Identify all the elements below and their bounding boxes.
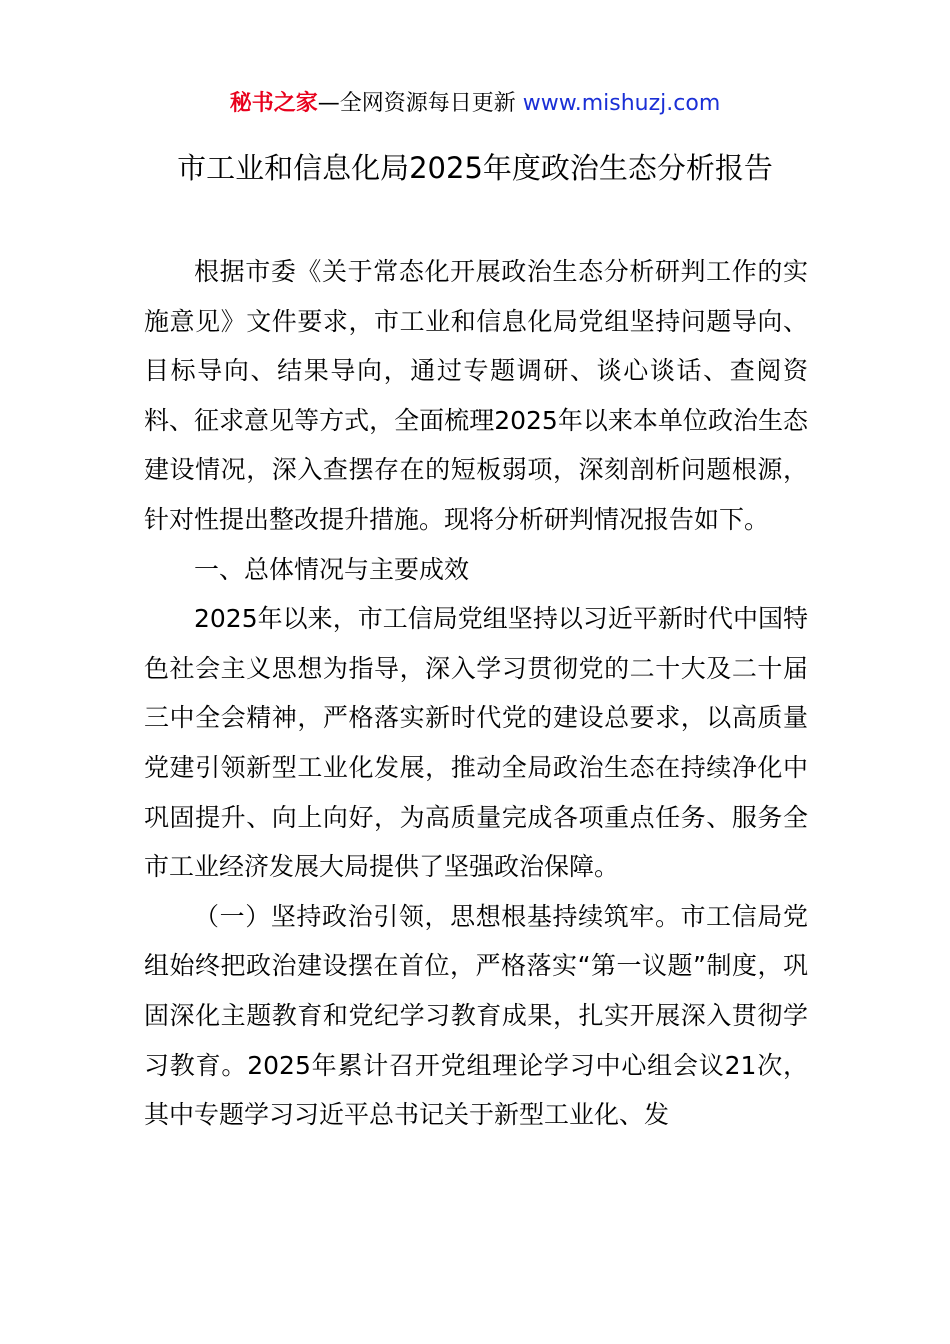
section-heading-1: 一、总体情况与主要成效 <box>194 554 470 584</box>
brand-name: 秘书之家 <box>229 91 318 116</box>
document-title: 市工业和信息化局2025年度政治生态分析报告 <box>177 151 773 185</box>
header-tagline: —全网资源每日更新 <box>317 91 516 116</box>
intro-paragraph: 根据市委《关于常态化开展政治生态分析研判工作的实施意见》文件要求，市工业和信息化局党组坚持问题导向、目标导向、结果导向，通过专题调研、谈心谈话、查阅资料、征求意见等方式，全面梳理2025年以来本单位政治生态建设情况，深入查摆存在的短板弱项，深刻剖析问题根源，针对性提出整改提升措施。现将分析研判情况报告如下。 <box>144 257 808 534</box>
section-1-paragraph: 2025年以来，市工信局党组坚持以习近平新时代中国特色社会主义思想为指导，深入学习贯彻党的二十大及二十届三中全会精神，严格落实新时代党的建设总要求，以高质量党建引领新型工业化发展，推动全局政治生态在持续净化中巩固提升、向上向好，为高质量完成各项重点任务、服务全市工业经济发展大局提供了坚强政治保障。 <box>144 604 808 882</box>
document-body <box>144 247 808 1140</box>
site-header <box>0 88 950 120</box>
site-url-link[interactable]: www.mishuzj.com <box>522 91 721 116</box>
subsection-1-paragraph: （一）坚持政治引领，思想根基持续筑牢。市工信局党组始终把政治建设摆在首位，严格落实“第一议题”制度，巩固深化主题教育和党纪学习教育成果，扎实开展深入贯彻学习教育。2025年累计召开党组理论学习中心组会议21次，其中专题学习习近平总书记关于新型工业化、发 <box>144 901 808 1130</box>
